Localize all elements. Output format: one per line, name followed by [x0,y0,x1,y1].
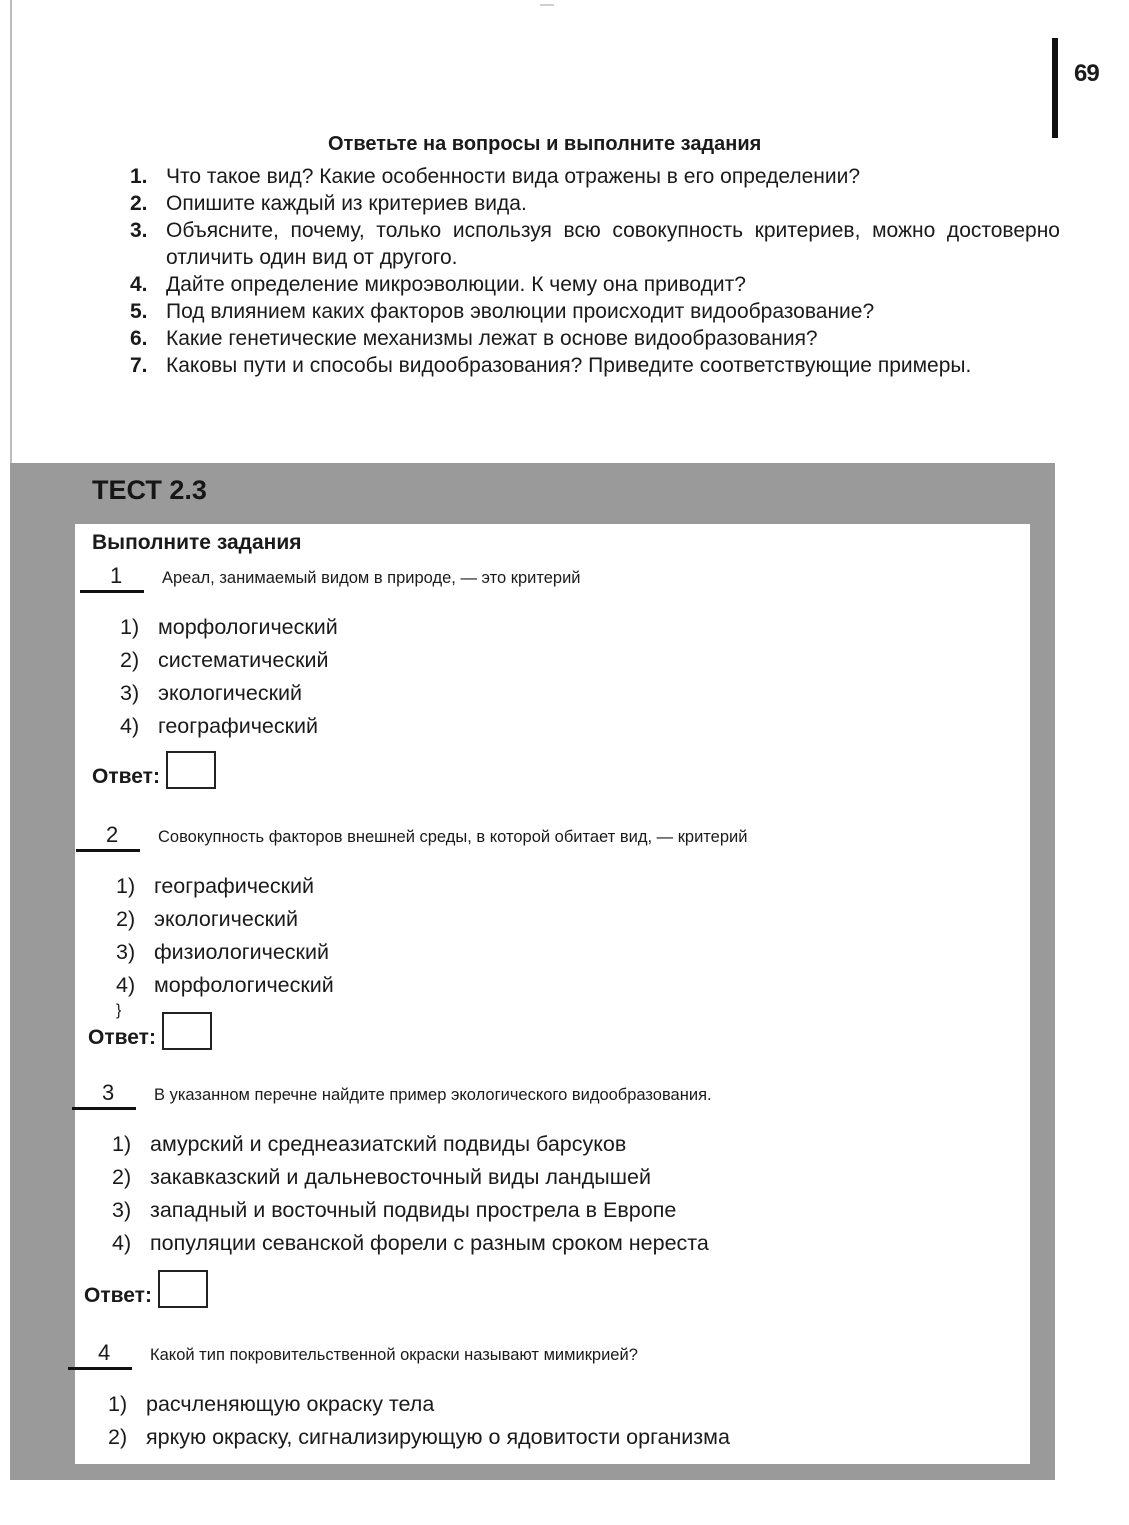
option-number: 2) [120,648,140,672]
option-item[interactable] [112,1194,709,1227]
option-item[interactable] [116,870,334,903]
task-question: Ареал, занимаемый видом в природе, — это критерий [162,569,581,587]
task-question: Совокупность факторов внешней среды, в которой обитает вид, — критерий [158,828,748,846]
option-number: 3) [116,940,136,964]
questions-list [130,163,1060,379]
task-options [108,1388,730,1454]
option-item[interactable] [116,969,334,1002]
question-text: Каковы пути и способы видообразования? Приведите соответствующие примеры. [166,354,972,377]
option-number: 4) [112,1231,132,1255]
option-item[interactable] [108,1388,730,1421]
question-item [130,325,1060,352]
question-item [130,271,1060,298]
option-item[interactable] [112,1161,709,1194]
answer-row [84,1270,208,1308]
question-number: 3. [130,219,148,242]
question-item [130,217,1060,271]
answer-label: Ответ: [88,1026,156,1049]
task-number: 4 [68,1340,132,1370]
question-number: 4. [130,273,148,296]
option-number: 2) [108,1425,128,1449]
question-text: Какие генетические механизмы лежат в основе видообразования? [166,327,818,350]
option-text: экологический [153,907,299,931]
option-number: 3) [112,1198,132,1222]
question-item [130,298,1060,325]
answer-label: Ответ: [84,1284,152,1307]
option-number: 4) [120,714,140,738]
question-number: 2. [130,192,148,215]
option-text: систематический [157,648,329,672]
option-number: 1) [120,615,140,639]
question-item [130,163,1060,190]
page-left-edge [10,0,12,470]
option-item[interactable] [116,936,334,969]
option-number: 1) [116,874,136,898]
option-text: западный и восточный подвиды прострела в Европе [149,1198,677,1222]
question-number: 6. [130,327,148,350]
questions-heading: Ответьте на вопросы и выполните задания [328,133,762,155]
question-text: Объясните, почему, только используя всю совокупность критериев, можно достоверно отличить один вид от другого. [166,219,1060,269]
question-number: 5. [130,300,148,323]
scan-mark [540,4,554,6]
answer-row [92,751,216,789]
task-number: 3 [72,1080,136,1110]
option-number: 2) [112,1165,132,1189]
option-text: амурский и среднеазиатский подвиды барсуков [149,1132,627,1156]
question-number: 1. [130,165,148,188]
question-text: Опишите каждый из критериев вида. [166,192,527,215]
option-item[interactable] [120,644,338,677]
option-item[interactable] [120,611,338,644]
question-item [130,352,1060,379]
tasks-heading: Выполните задания [92,531,302,554]
answer-row [88,1012,212,1050]
option-text: популяции севанской форели с разным сроком нереста [149,1231,709,1255]
page-number: 69 [1074,60,1099,87]
option-text: физиологический [153,940,329,964]
task-options [120,611,338,743]
option-item[interactable] [120,710,338,743]
answer-box[interactable] [158,1270,208,1308]
option-number: 4) [116,973,136,997]
option-text: экологический [157,681,303,705]
page-number-rule [1052,38,1058,138]
option-number: 3) [120,681,140,705]
question-text: Дайте определение микроэволюции. К чему она приводит? [166,273,746,296]
option-number: 2) [116,907,136,931]
option-text: географический [153,874,315,898]
answer-label: Ответ: [92,765,160,788]
option-item[interactable] [112,1128,709,1161]
question-text: Под влиянием каких факторов эволюции происходит видообразование? [166,300,875,323]
task-question: В указанном перечне найдите пример экологического видообразования. [154,1086,712,1104]
option-text: морфологический [153,973,334,997]
question-item [130,190,1060,217]
option-item[interactable] [116,903,334,936]
answer-box[interactable] [162,1012,212,1050]
option-item[interactable] [120,677,338,710]
option-text: расчленяющую окраску тела [145,1392,435,1416]
option-number: 1) [112,1132,132,1156]
task-number: 2 [76,822,140,852]
question-text: Что такое вид? Какие особенности вида отражены в его определении? [166,165,861,188]
option-text: географический [157,714,319,738]
option-text: закавказский и дальневосточный виды ландышей [149,1165,651,1189]
task-options: 1) географический 2) экологический 3) физиологический 4) морфологический } [116,870,334,1020]
option-text: яркую окраску, сигнализирующую о ядовитости организма [145,1425,730,1449]
task-question: Какой тип покровительственной окраски называют мимикрией? [150,1346,638,1364]
option-item[interactable] [112,1227,709,1260]
answer-box[interactable] [166,751,216,789]
option-item[interactable] [108,1421,730,1454]
option-text: морфологический [157,615,338,639]
task-number: 1 [80,563,144,593]
task-options [112,1128,709,1260]
question-number: 7. [130,354,148,377]
test-title: ТЕСТ 2.3 [92,475,207,505]
option-number: 1) [108,1392,128,1416]
